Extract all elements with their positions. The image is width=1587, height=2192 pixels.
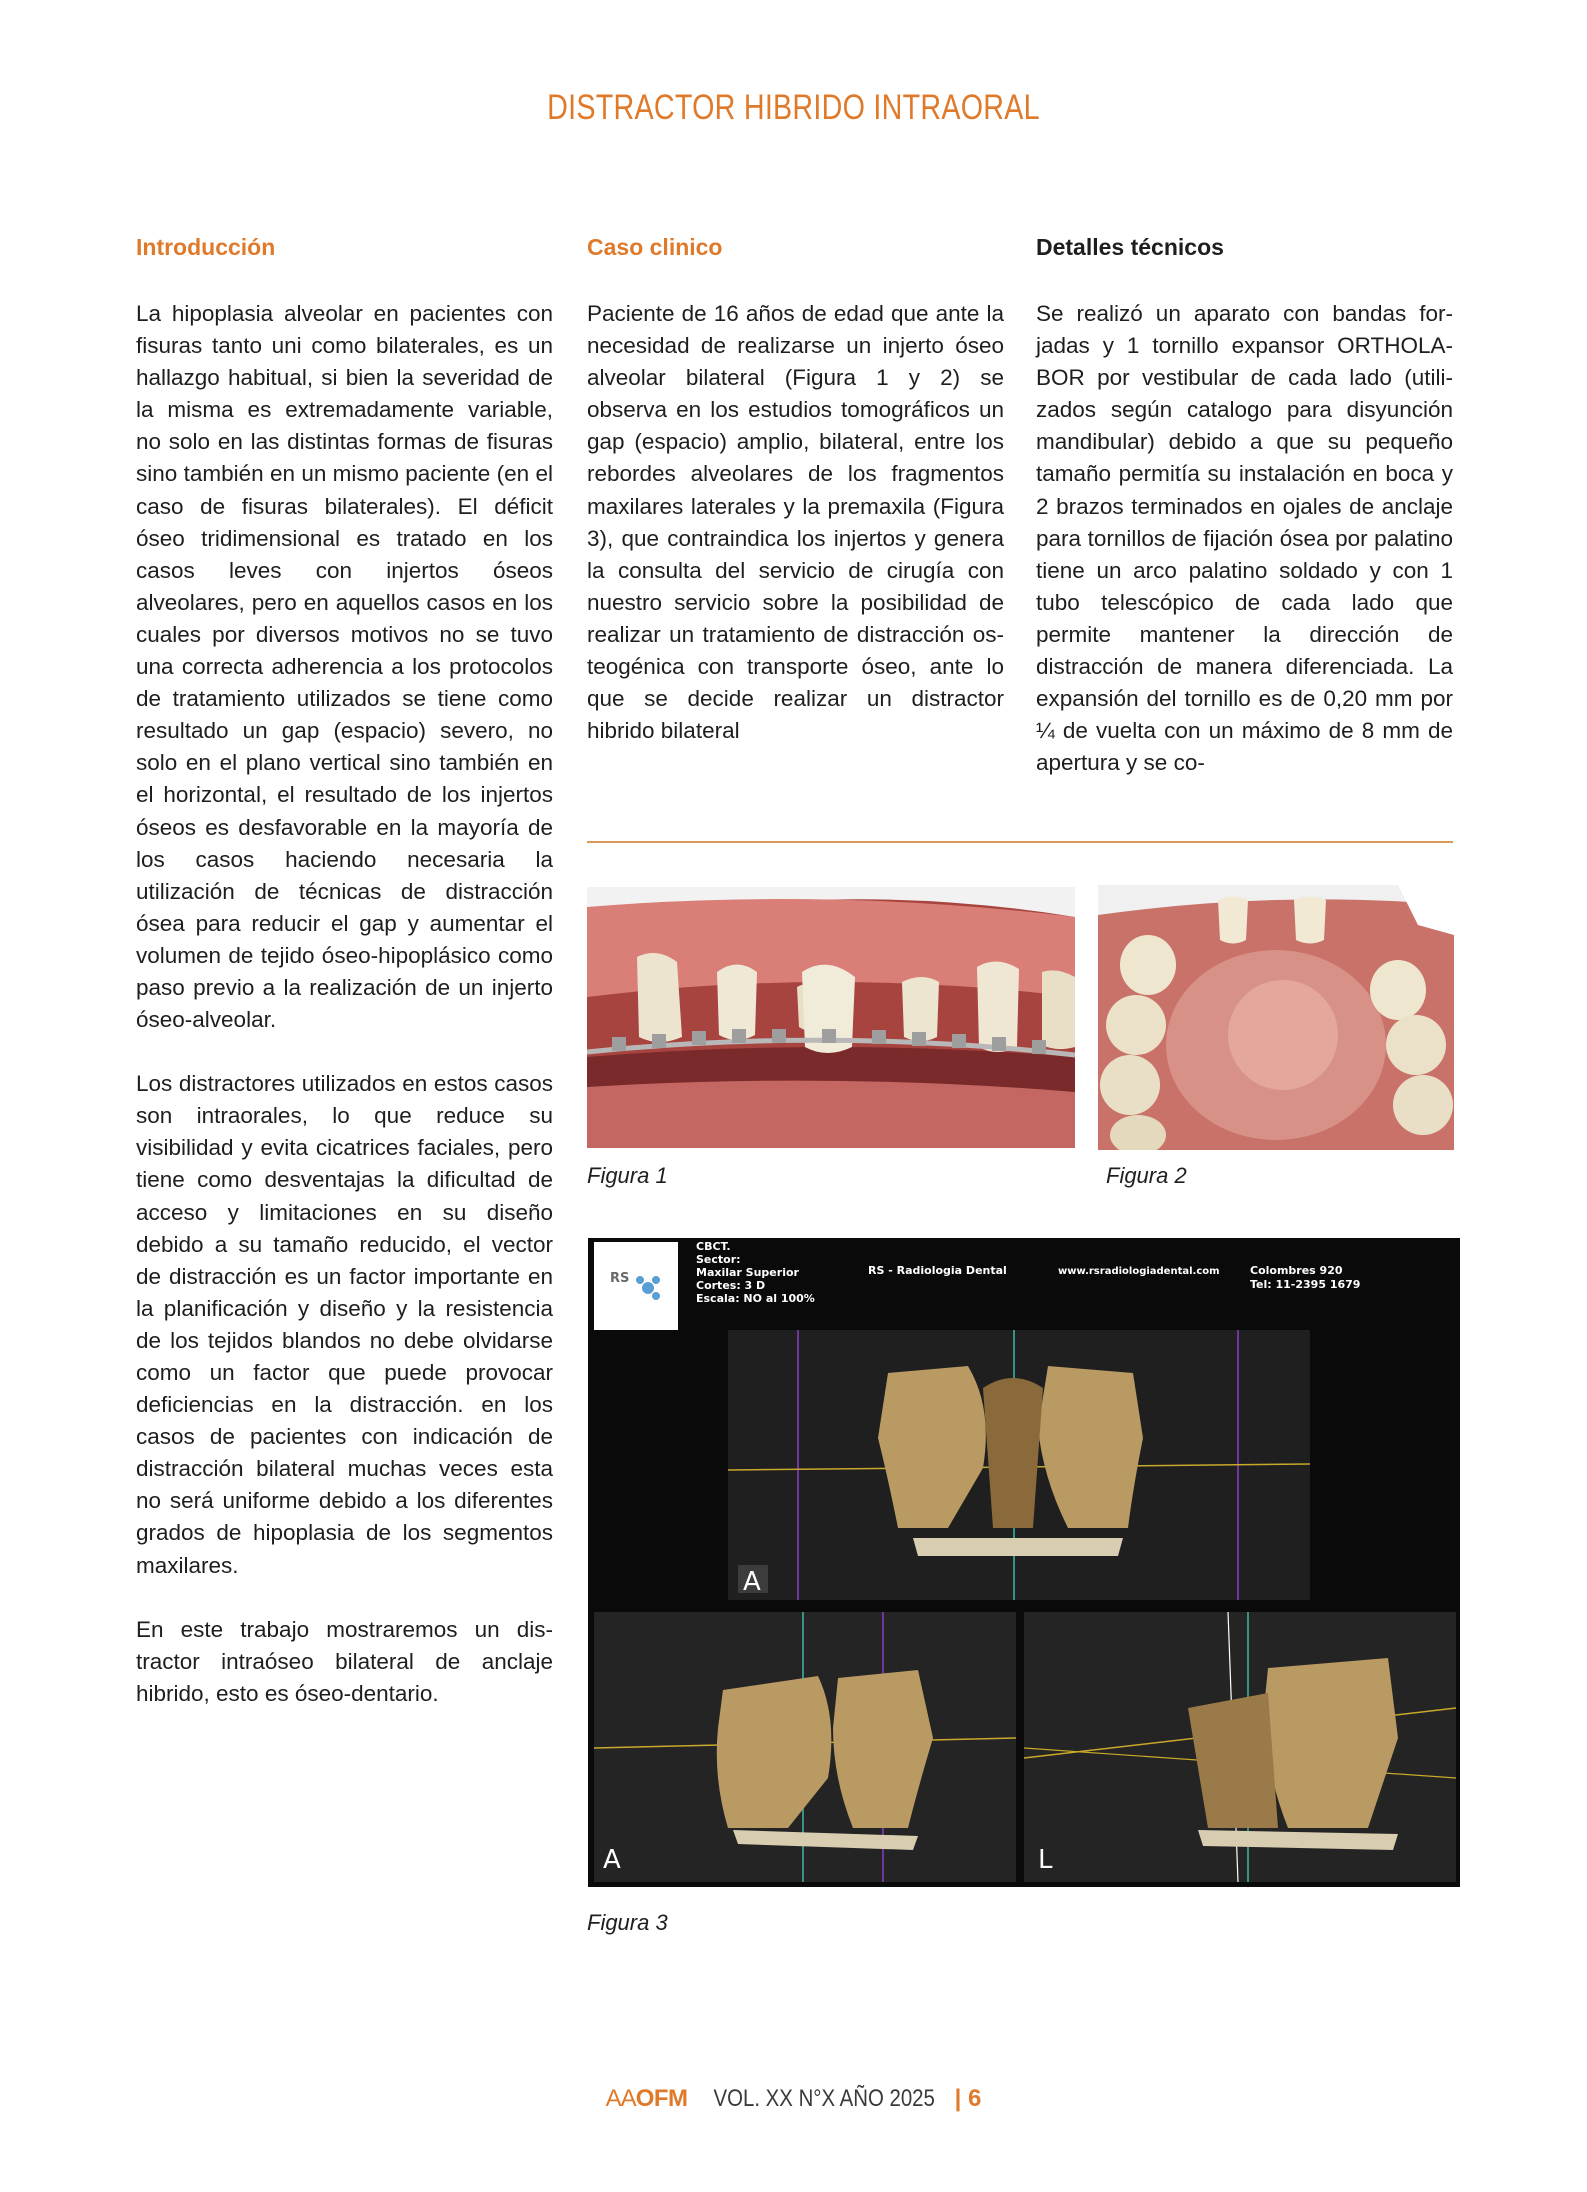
figure-3-cbct-3d-reconstruction	[588, 1238, 1460, 1887]
cbct-view-label: L	[1038, 1845, 1053, 1875]
column-introduccion	[136, 232, 553, 1742]
cbct-address: Colombres 920	[1250, 1264, 1343, 1277]
running-header-title: DISTRACTOR HIBRIDO INTRAORAL	[547, 88, 1040, 127]
figure-1-caption: Figura 1	[587, 1163, 668, 1188]
cbct-panel	[588, 1238, 1460, 1887]
figure-1-intraoral-frontal-photo	[587, 887, 1075, 1148]
page-footer	[0, 2085, 1587, 2113]
cbct-view-label: A	[743, 1567, 761, 1597]
cbct-info-line: Maxilar Superior	[696, 1266, 799, 1279]
page-number: 6	[967, 2085, 982, 2112]
column-detalles-tecnicos	[1036, 232, 1453, 811]
cbct-view-label: A	[603, 1845, 621, 1875]
cbct-info-line: Cortes: 3 D	[696, 1279, 766, 1292]
intraoral-photo-illustration	[587, 887, 1075, 1148]
journal-logo-aa: AA	[605, 2085, 636, 2112]
figure-3-caption: Figura 3	[587, 1910, 668, 1935]
body-paragraph: Los distractores utilizados en estos casos son intraorales, lo que reduce su visibilidad y evita cicatrices faciales, pero tiene como desventajas la dificultad de acceso y limitaciones en su diseño debido a su tamaño reducido, el vector de distracción es un factor importante en la planificación y diseño y la resistencia de los tejidos blandos no debe olvidarse como un factor que puede provocar deficiencias en la distracción. en los casos de pacientes con indicación de distracción bilateral muchas veces esta no será uniforme debido a los diferentes grados de hipoplasia de los segmentos maxilares.	[136, 1071, 553, 1578]
body-paragraph: En este trabajo mostraremos un distractor intraóseo bilateral de anclaje hibrido, esto es óseo-dentario.	[136, 1616, 553, 1706]
figure-2-palatal-occlusal-photo	[1098, 885, 1454, 1150]
body-paragraph: La hipoplasia alveolar en pacientes con fisuras tanto uni como bilaterales, es un hallazgo habitual, si bien la severidad de la misma es extremadamente variable, no solo en las distintas formas de fisuras sino también en un mismo paciente (en el caso de fisuras bilaterales). El déficit óseo tridimensional es tratado en los casos leves con injertos óseos alveolares, pero en aquellos casos en los cuales por diversos motivos no se tuvo una correcta adherencia a los protocolos de tratamiento utilizados se tiene como resultado un gap (espacio) severo, no solo en el plano vertical sino también en el horizontal, el resultado de los injertos óseos es desfavorable en la mayoría de los casos haciendo necesaria la utilización de técnicas de distracción ósea para reducir el gap y aumentar el volumen de tejido óseo-hipoplásico como paso previo a la realización de un injerto óseo-alveolar.	[136, 301, 553, 1033]
cbct-info-line: CBCT.	[696, 1240, 731, 1253]
clinic-logo-icon	[642, 1282, 654, 1294]
section-heading-introduccion: Introducción	[136, 234, 276, 260]
cbct-info-line: Sector:	[696, 1253, 741, 1266]
cbct-info-line: Escala: NO al 100%	[696, 1292, 815, 1305]
figure-2-caption: Figura 2	[1106, 1163, 1187, 1188]
section-heading-caso-clinico: Caso clinico	[587, 234, 723, 260]
clinic-logo-text: RS	[610, 1271, 630, 1286]
cbct-website: www.rsradiologiadental.com	[1058, 1266, 1220, 1277]
palatal-photo-illustration	[1098, 885, 1454, 1150]
cbct-phone: Tel: 11-2395 1679	[1250, 1278, 1361, 1291]
footer-separator: |	[954, 2085, 962, 2112]
section-divider	[587, 841, 1453, 843]
section-heading-detalles-tecnicos: Detalles técnicos	[1036, 234, 1224, 260]
volume-info: VOL. XX N°X AÑO 2025	[713, 2085, 936, 2112]
body-paragraph: Paciente de 16 años de edad que ante la necesidad de realizarse un injerto óseo alveolar bilateral (Figura 1 y 2) se observa en los estudios tomográficos un gap (espacio) amplio, bilateral, entre los rebordes alveolares de los fragmentos maxilares laterales y la premaxila (Figura 3), que contraindica los injertos y genera la consulta del servicio de cirugía con nuestro servicio sobre la posibilidad de realizar un tratamiento de distracción osteogénica con transporte óseo, ante lo que se decide realizar un distractor hibrido bilateral	[587, 301, 1004, 744]
column-caso-clinico	[587, 232, 1004, 779]
journal-logo-ofm: OFM	[635, 2085, 688, 2112]
body-paragraph: Se realizó un aparato con bandas forjadas y 1 tornillo expansor ORTHOLABOR por vestibular de cada lado (utilizados según catalogo para disyunción mandibular) debido a que su pequeño tamaño permitía su instalación en boca y 2 brazos terminados en ojales de anclaje para tornillos de fijación ósea por palatino tiene un arco palatino soldado y con 1 tubo telescópico de cada lado que permite mantener la dirección de distracción de manera diferenciada. La expansión del tornillo es de 0,20 mm por ¼ de vuelta con un máximo de 8 mm de apertura y se co-	[1036, 301, 1453, 776]
cbct-clinic-name: RS - Radiologia Dental	[868, 1264, 1007, 1277]
